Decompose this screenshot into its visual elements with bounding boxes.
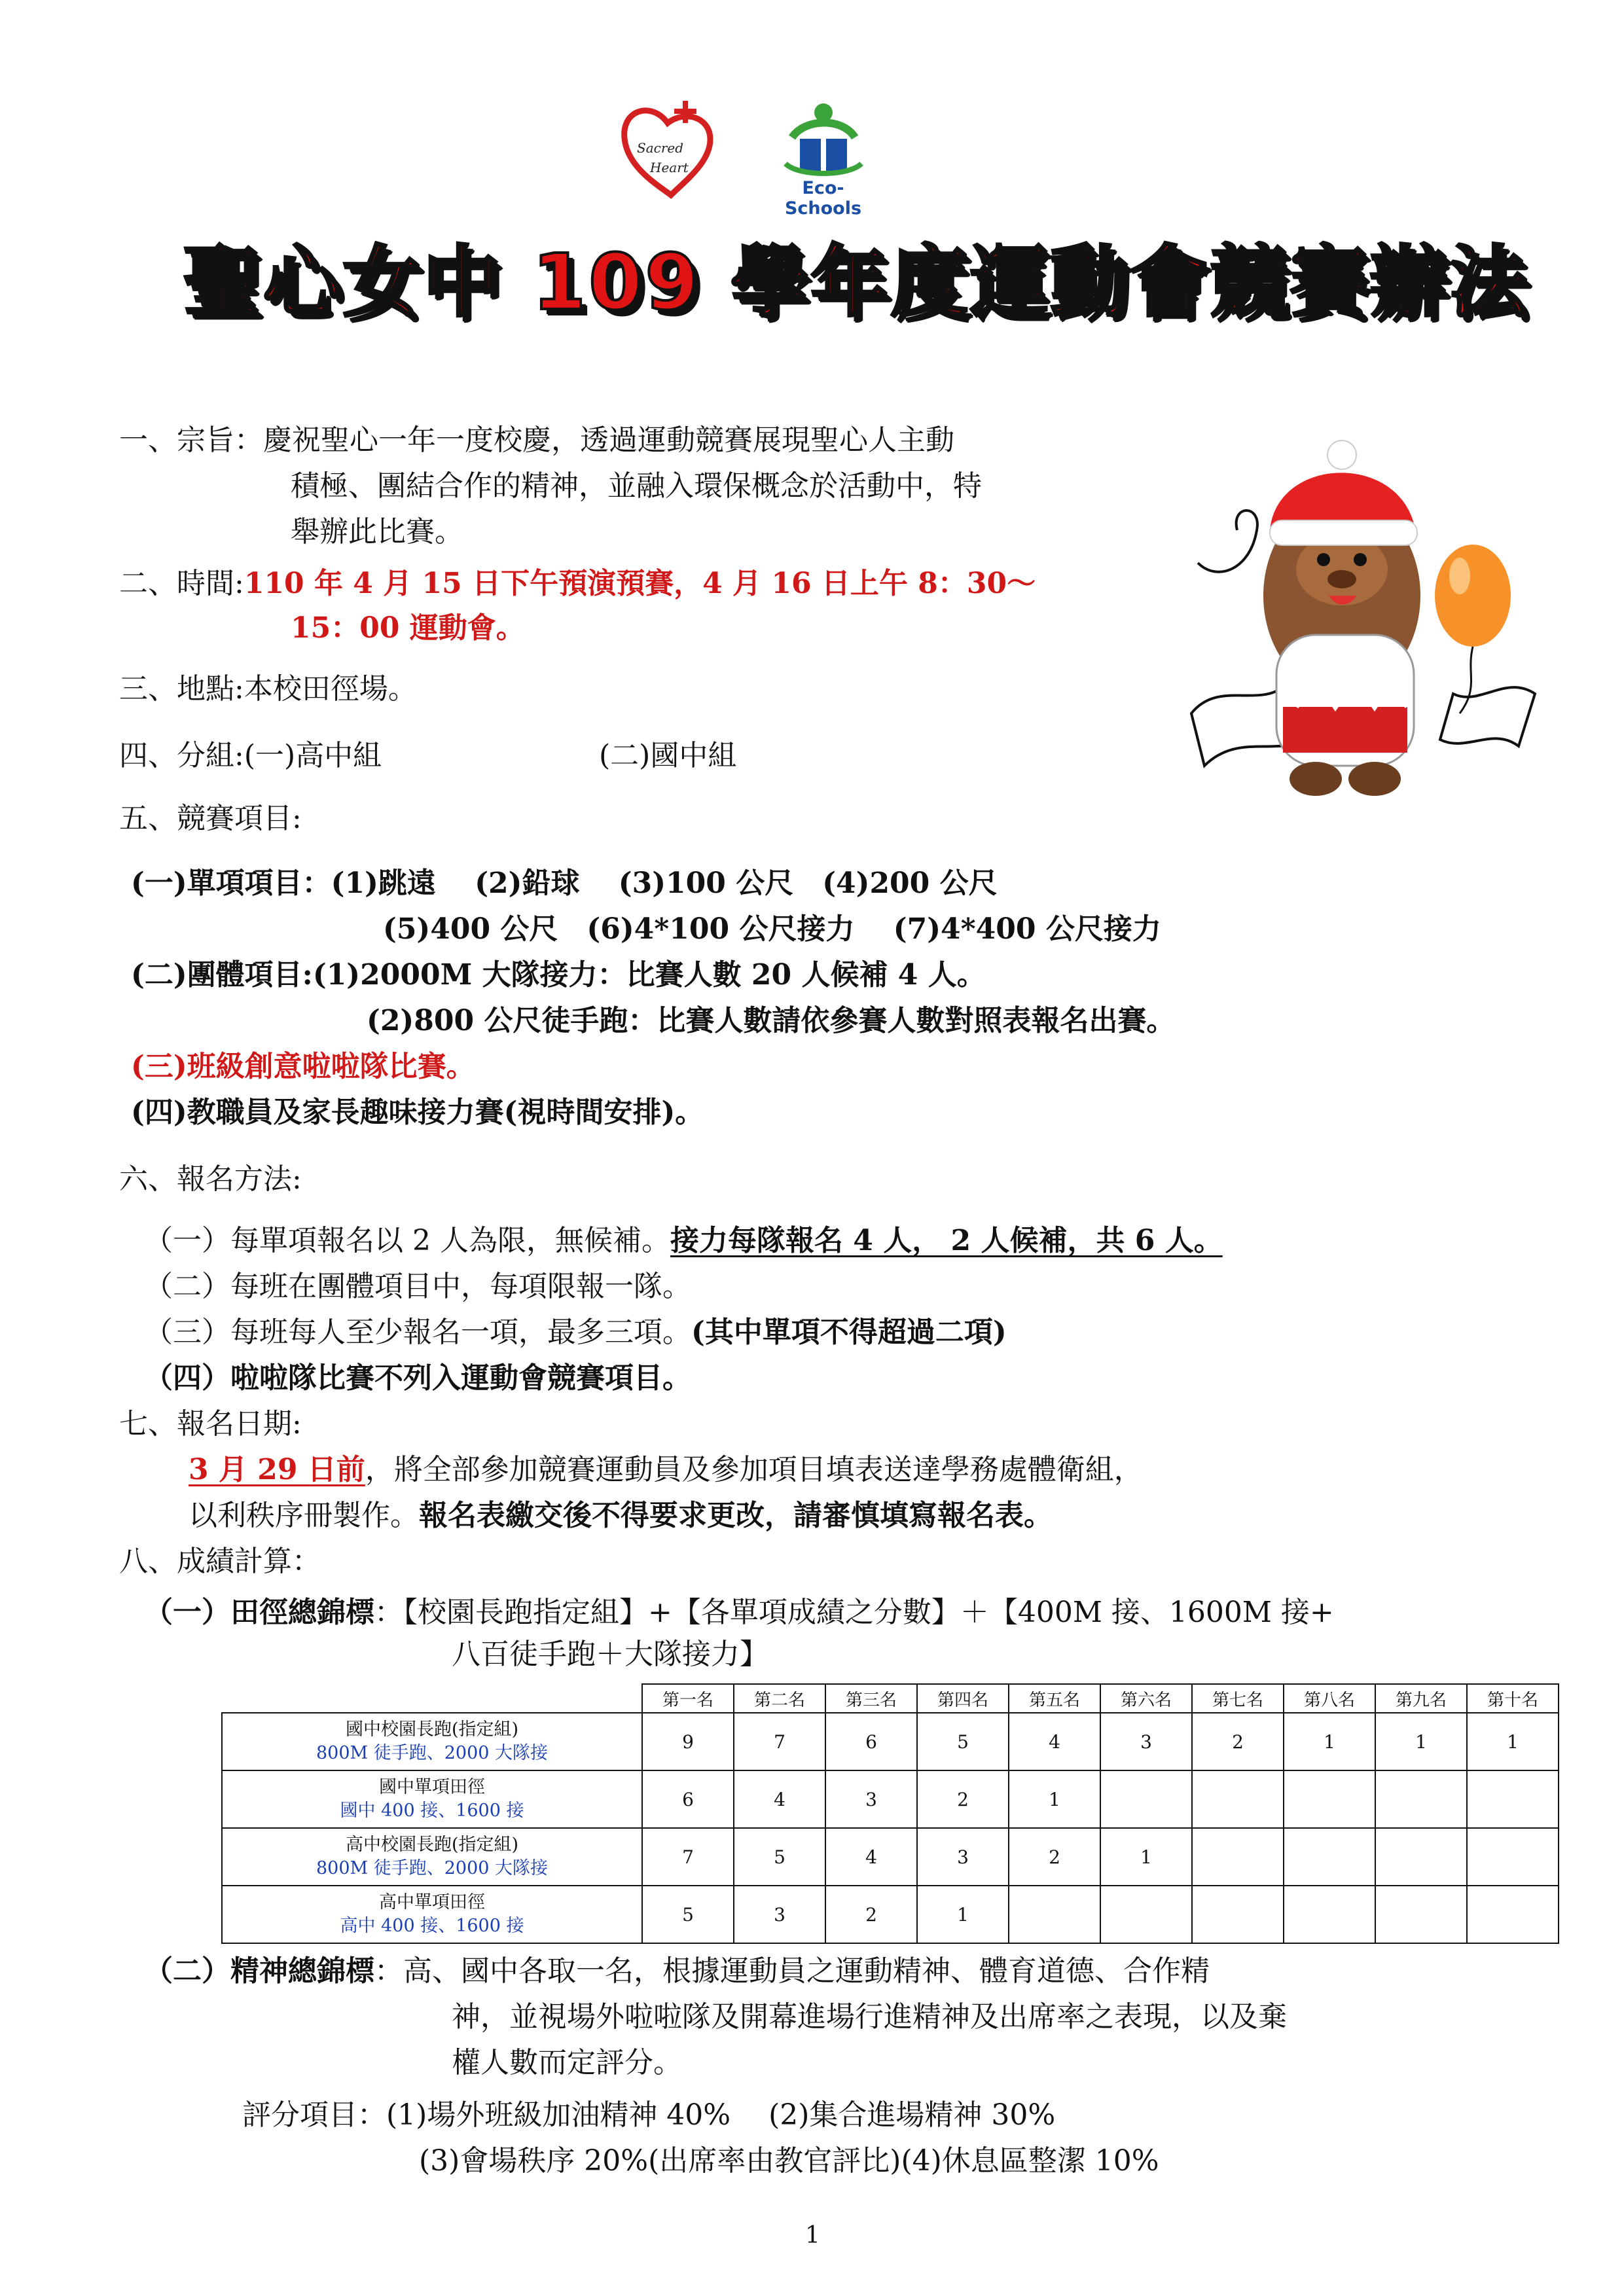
section8-item2-line3: 權人數而定評分。 [452, 2046, 682, 2079]
header-rank-10: 第十名 [1467, 1684, 1559, 1713]
section5-individual-2: (5)400 公尺 (6)4*100 公尺接力 (7)4*400 公尺接力 [383, 912, 1161, 946]
table-cell: 1 [1100, 1828, 1192, 1886]
section3-location: 三、地點:本校田徑場。 [119, 672, 417, 706]
section6-rule3 [144, 1313, 1007, 1352]
header-rank-3: 第三名 [825, 1684, 917, 1713]
section8-label: 八、成績計算： [119, 1545, 321, 1578]
section8-item2-line2: 神，並視場外啦啦隊及開幕進場行進精神及出席率之表現，以及棄 [452, 2000, 1287, 2034]
section4-group1: 四、分組:(一)高中組 [119, 739, 382, 772]
row-label-line2: 800M 徒手跑、2000 大隊接 [316, 1743, 549, 1763]
table-cell: 3 [1100, 1713, 1192, 1770]
section1-line2: 積極、團結合作的精神，並融入環保概念於活動中，特 [291, 469, 982, 503]
score-table-corner [222, 1684, 642, 1713]
section5-label: 五、競賽項目: [119, 802, 302, 835]
table-cell [1284, 1886, 1375, 1943]
section8-eval-line2: (3)會場秩序 20%(出席率由教官評比)(4)休息區整潔 10% [419, 2144, 1159, 2178]
table-cell [1467, 1828, 1559, 1886]
table-cell [1192, 1770, 1284, 1828]
section7-line1 [189, 1450, 1143, 1490]
table-cell [1009, 1886, 1100, 1943]
section6-rule4: （四）啦啦隊比賽不列入運動會競賽項目。 [144, 1361, 691, 1395]
section2-label: 二、時間: [119, 567, 244, 600]
table-cell [1467, 1770, 1559, 1828]
mascot-illustration [1178, 399, 1545, 818]
row-label [222, 1828, 642, 1886]
table-row [222, 1770, 1559, 1828]
sacred-heart-line2: Heart [650, 160, 689, 175]
header-rank-6: 第六名 [1100, 1684, 1192, 1713]
table-cell: 5 [917, 1713, 1009, 1770]
table-cell: 7 [734, 1713, 825, 1770]
section8-item1-line2: 八百徒手跑＋大隊接力】 [452, 1638, 768, 1671]
table-cell [1100, 1886, 1192, 1943]
row-label [222, 1770, 642, 1828]
table-cell: 2 [1009, 1828, 1100, 1886]
table-cell: 1 [1375, 1713, 1467, 1770]
eco-schools-logo [766, 98, 880, 219]
section8-item1-line1 [144, 1593, 1334, 1632]
row-label-line2: 國中 400 接、1600 接 [340, 1801, 524, 1821]
table-cell [1100, 1770, 1192, 1828]
section6-rule2: （二）每班在團體項目中，每項限報一隊。 [144, 1270, 691, 1303]
page-number: 1 [805, 2222, 820, 2249]
section1-line3: 舉辦此比賽。 [291, 515, 463, 548]
section5-individual-1: (一)單項項目：(1)跳遠 (2)鉛球 (3)100 公尺 (4)200 公尺 [131, 867, 998, 900]
section5-cheerleading: (三)班級創意啦啦隊比賽。 [131, 1050, 475, 1083]
section6-label: 六、報名方法: [119, 1162, 302, 1196]
section6-rule3-b: (其中單項不得超過二項) [691, 1316, 1007, 1349]
section2-time-1: 110 年 4 月 15 日下午預演預賽，4 月 16 日上午 8：30～ [244, 567, 1036, 600]
table-cell: 1 [1009, 1770, 1100, 1828]
table-cell: 2 [825, 1886, 917, 1943]
table-cell: 3 [825, 1770, 917, 1828]
header-rank-1: 第一名 [642, 1684, 734, 1713]
section5-team-2: (2)800 公尺徒手跑：比賽人數請依參賽人數對照表報名出賽。 [367, 1004, 1176, 1037]
score-table [221, 1683, 1559, 1944]
table-cell: 1 [917, 1886, 1009, 1943]
table-cell [1284, 1770, 1375, 1828]
row-label [222, 1713, 642, 1770]
table-cell: 4 [825, 1828, 917, 1886]
section8-item2-text: ：高、國中各取一名，根據運動員之運動精神、體育道德、合作精 [374, 1954, 1210, 1988]
section6-rule3-a: （三）每班每人至少報名一項，最多三項。 [144, 1316, 691, 1349]
section8-item2-line1 [144, 1952, 1210, 1991]
section2-time-2: 15：00 運動會。 [291, 611, 525, 645]
section6-rule1-a: （一）每單項報名以 2 人為限，無候補。 [144, 1224, 670, 1257]
header-rank-4: 第四名 [917, 1684, 1009, 1713]
page-title: 聖心女中 109 學年度運動會競賽辦法 [183, 237, 1530, 327]
table-cell [1467, 1886, 1559, 1943]
row-label-line1: 國中單項田徑 [379, 1777, 485, 1797]
table-row [222, 1828, 1559, 1886]
table-cell: 5 [734, 1828, 825, 1886]
section4-group2: (二)國中組 [599, 739, 737, 772]
row-label-line1: 國中校園長跑(指定組) [345, 1719, 519, 1740]
table-cell [1375, 1770, 1467, 1828]
section5-staff-relay: (四)教職員及家長趣味接力賽(視時間安排)。 [131, 1096, 704, 1129]
table-cell: 1 [1284, 1713, 1375, 1770]
section8-item1-text: ：【校園長跑指定組】+【各單項成績之分數】＋【400M 接、1600M 接+ [374, 1596, 1334, 1629]
row-label-line2: 高中 400 接、1600 接 [340, 1916, 524, 1936]
row-label [222, 1886, 642, 1943]
table-cell [1192, 1828, 1284, 1886]
section5-team-1: (二)團體項目:(1)2000M 大隊接力：比賽人數 20 人候補 4 人。 [131, 958, 986, 992]
score-table-header-row [222, 1684, 1559, 1713]
table-cell [1192, 1886, 1284, 1943]
sacred-heart-logo [612, 97, 723, 202]
eco-schools-text: Eco-Schools [784, 178, 862, 219]
section8-item1-title: （一）田徑總錦標 [144, 1596, 374, 1629]
section7-line2 [189, 1496, 1053, 1535]
table-cell: 3 [734, 1886, 825, 1943]
table-cell: 4 [734, 1770, 825, 1828]
section2-line1 [119, 564, 1036, 603]
section7-line2-b: 報名表繳交後不得要求更改，請審慎填寫報名表。 [419, 1499, 1053, 1532]
sacred-heart-line1: Sacred [637, 140, 684, 156]
table-cell: 3 [917, 1828, 1009, 1886]
table-cell: 6 [825, 1713, 917, 1770]
section7-label: 七、報名日期: [119, 1407, 302, 1441]
section1-line1: 一、宗旨：慶祝聖心一年一度校慶，透過運動競賽展現聖心人主動 [119, 423, 954, 457]
table-row [222, 1886, 1559, 1943]
table-cell: 4 [1009, 1713, 1100, 1770]
table-cell: 2 [1192, 1713, 1284, 1770]
header-rank-7: 第七名 [1192, 1684, 1284, 1713]
header-rank-8: 第八名 [1284, 1684, 1375, 1713]
section6-rule1 [144, 1221, 1223, 1261]
section8-eval-line1: 評分項目：(1)場外班級加油精神 40% (2)集合進場精神 30% [242, 2098, 1056, 2132]
table-cell: 6 [642, 1770, 734, 1828]
section7-line2-a: 以利秩序冊製作。 [189, 1499, 419, 1532]
table-cell: 1 [1467, 1713, 1559, 1770]
table-cell: 5 [642, 1886, 734, 1943]
header-rank-2: 第二名 [734, 1684, 825, 1713]
section7-line1-text: ，將全部參加競賽運動員及參加項目填表送達學務處體衛組， [365, 1453, 1143, 1486]
table-cell [1375, 1886, 1467, 1943]
header-rank-9: 第九名 [1375, 1684, 1467, 1713]
header-rank-5: 第五名 [1009, 1684, 1100, 1713]
table-cell: 9 [642, 1713, 734, 1770]
table-row [222, 1713, 1559, 1770]
section6-rule1-b: 接力每隊報名 4 人， 2 人候補，共 6 人。 [670, 1224, 1223, 1257]
table-cell: 7 [642, 1828, 734, 1886]
section7-deadline: 3 月 29 日前 [189, 1453, 365, 1486]
section8-item2-title: （二）精神總錦標 [144, 1954, 374, 1988]
row-label-line1: 高中校園長跑(指定組) [345, 1835, 519, 1855]
table-cell: 2 [917, 1770, 1009, 1828]
row-label-line2: 800M 徒手跑、2000 大隊接 [316, 1858, 549, 1878]
table-cell [1375, 1828, 1467, 1886]
row-label-line1: 高中單項田徑 [379, 1892, 485, 1912]
table-cell [1284, 1828, 1375, 1886]
